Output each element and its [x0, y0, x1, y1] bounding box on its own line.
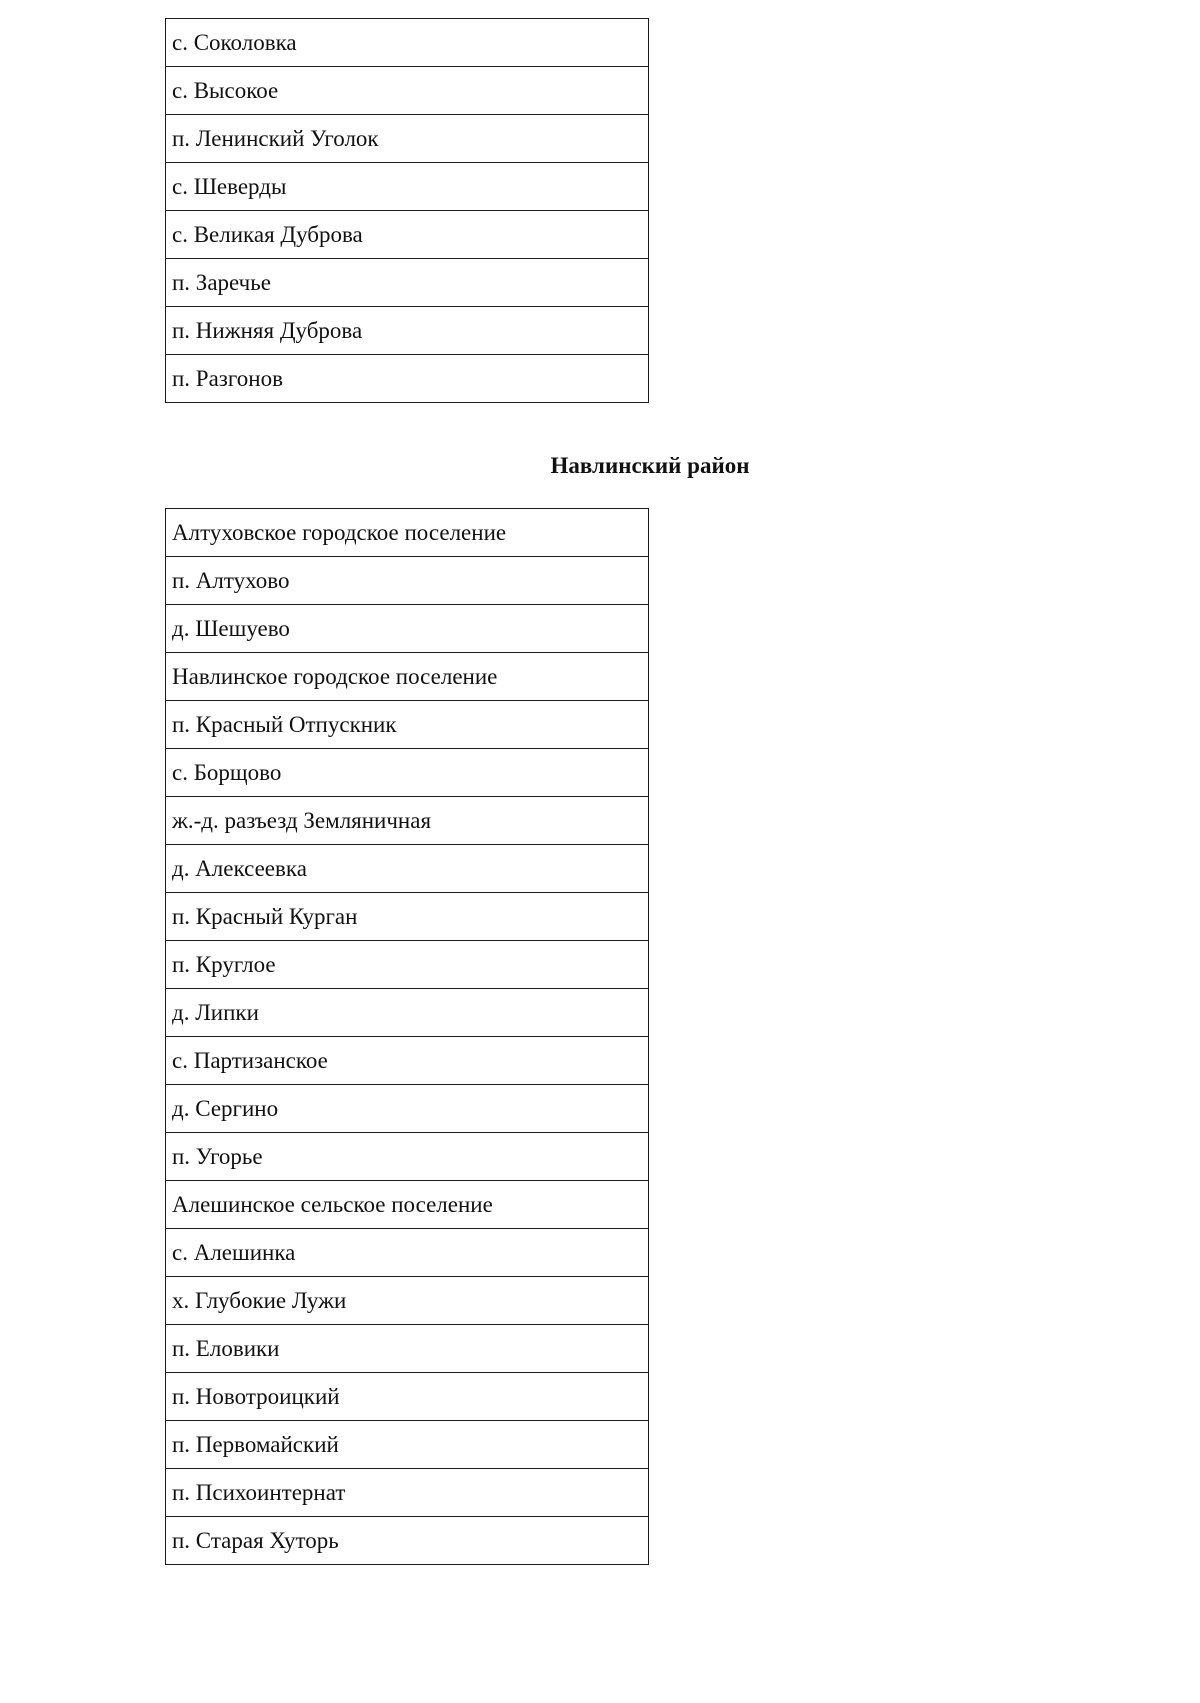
table-row	[166, 1469, 649, 1517]
table-row	[166, 67, 649, 115]
settlement-cell: п. Круглое	[166, 941, 649, 989]
table-row	[166, 653, 649, 701]
table-row	[166, 259, 649, 307]
table-row	[166, 1037, 649, 1085]
settlement-cell: п. Красный Отпускник	[166, 701, 649, 749]
table-row	[166, 701, 649, 749]
settlement-cell: п. Заречье	[166, 259, 649, 307]
table-row	[166, 893, 649, 941]
settlement-cell: п. Разгонов	[166, 355, 649, 403]
table-row	[166, 749, 649, 797]
settlement-cell: Навлинское городское поселение	[166, 653, 649, 701]
table-row	[166, 1181, 649, 1229]
table-row	[166, 355, 649, 403]
settlement-cell: с. Высокое	[166, 67, 649, 115]
settlements-table-top	[165, 18, 649, 403]
settlement-cell: х. Глубокие Лужи	[166, 1277, 649, 1325]
settlement-cell: п. Ленинский Уголок	[166, 115, 649, 163]
settlement-cell: д. Сергино	[166, 1085, 649, 1133]
settlements-table-bottom	[165, 508, 649, 1565]
settlement-cell: с. Алешинка	[166, 1229, 649, 1277]
settlement-cell: д. Липки	[166, 989, 649, 1037]
settlement-cell: п. Нижняя Дуброва	[166, 307, 649, 355]
table-row	[166, 989, 649, 1037]
table-row	[166, 211, 649, 259]
table-row	[166, 307, 649, 355]
settlements-table-top-body	[166, 19, 649, 403]
table-row	[166, 941, 649, 989]
settlements-table-bottom-body	[166, 509, 649, 1565]
settlement-cell: п. Старая Хуторь	[166, 1517, 649, 1565]
table-row	[166, 1133, 649, 1181]
settlement-cell: с. Борщово	[166, 749, 649, 797]
table-row	[166, 1517, 649, 1565]
settlement-cell: с. Соколовка	[166, 19, 649, 67]
settlement-cell: п. Угорье	[166, 1133, 649, 1181]
table-row	[166, 1085, 649, 1133]
settlement-cell: Алтуховское городское поселение	[166, 509, 649, 557]
table-row	[166, 797, 649, 845]
table-row	[166, 19, 649, 67]
settlement-cell: п. Алтухово	[166, 557, 649, 605]
settlement-cell: п. Еловики	[166, 1325, 649, 1373]
table-row	[166, 1277, 649, 1325]
table-row	[166, 509, 649, 557]
settlement-cell: п. Новотроицкий	[166, 1373, 649, 1421]
table-row	[166, 557, 649, 605]
settlement-cell: д. Шешуево	[166, 605, 649, 653]
table-row	[166, 115, 649, 163]
section-heading: Навлинский район	[550, 453, 750, 478]
settlement-cell: п. Первомайский	[166, 1421, 649, 1469]
table-row	[166, 163, 649, 211]
settlement-cell: п. Красный Курган	[166, 893, 649, 941]
table-row	[166, 605, 649, 653]
settlement-cell: с. Великая Дуброва	[166, 211, 649, 259]
settlement-cell: ж.-д. разъезд Земляничная	[166, 797, 649, 845]
settlement-cell: п. Психоинтернат	[166, 1469, 649, 1517]
settlement-cell: с. Партизанское	[166, 1037, 649, 1085]
settlement-cell: д. Алексеевка	[166, 845, 649, 893]
settlement-cell: Алешинское сельское поселение	[166, 1181, 649, 1229]
table-row	[166, 1325, 649, 1373]
table-row	[166, 1229, 649, 1277]
table-row	[166, 845, 649, 893]
table-row	[166, 1373, 649, 1421]
table-row	[166, 1421, 649, 1469]
settlement-cell: с. Шеверды	[166, 163, 649, 211]
